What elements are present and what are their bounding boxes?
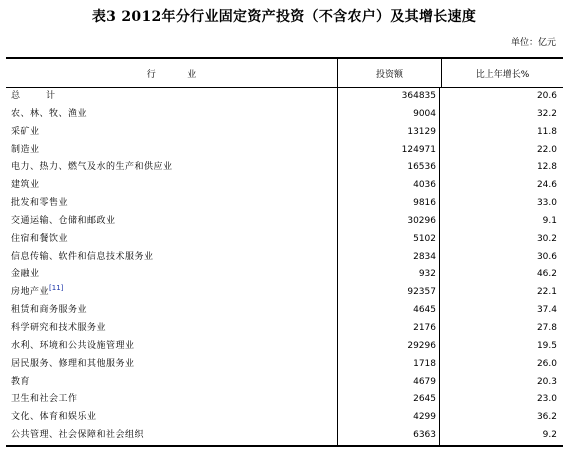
table-row xyxy=(6,284,563,302)
investment-amount: 29296 xyxy=(337,338,440,356)
industry-name xyxy=(6,391,337,409)
investment-table xyxy=(6,57,563,447)
industry-label: 农、林、牧、渔业 xyxy=(11,108,88,119)
growth-rate: 19.5 xyxy=(536,340,557,351)
industry-name xyxy=(6,88,337,106)
investment-amount: 932 xyxy=(337,266,440,284)
investment-amount: 4679 xyxy=(337,374,440,392)
table-row xyxy=(6,88,563,106)
investment-amount: 4299 xyxy=(337,409,440,427)
table-row xyxy=(6,427,563,445)
industry-label: 电力、热力、燃气及水的生产和供应业 xyxy=(11,162,173,173)
table-header xyxy=(6,59,563,88)
table-body xyxy=(6,88,563,445)
header-industry: 行 业 xyxy=(146,69,197,80)
table-row xyxy=(6,409,563,427)
growth-rate: 36.2 xyxy=(536,412,557,423)
investment-amount: 5102 xyxy=(337,231,440,249)
industry-label: 住宿和餐饮业 xyxy=(11,233,69,244)
table-row xyxy=(6,231,563,249)
table-row xyxy=(6,356,563,374)
investment-amount: 2645 xyxy=(337,391,440,409)
industry-label: 房地产业 xyxy=(11,287,50,298)
investment-amount: 92357 xyxy=(337,284,440,302)
investment-amount: 13129 xyxy=(337,124,440,142)
growth-rate: 30.2 xyxy=(536,233,557,244)
growth-rate: 9.1 xyxy=(542,215,557,226)
growth-rate: 9.2 xyxy=(542,430,557,441)
table-row xyxy=(6,374,563,392)
investment-amount: 9816 xyxy=(337,195,440,213)
table-row xyxy=(6,266,563,284)
industry-label: 批发和零售业 xyxy=(11,198,69,209)
investment-amount: 9004 xyxy=(337,106,440,124)
industry-label: 信息传输、软件和信息技术服务业 xyxy=(11,251,154,262)
investment-amount: 4645 xyxy=(337,302,440,320)
investment-amount: 2834 xyxy=(337,249,440,267)
growth-rate: 37.4 xyxy=(536,305,557,316)
growth-rate: 33.0 xyxy=(536,198,557,209)
industry-label: 公共管理、社会保障和社会组织 xyxy=(11,430,145,441)
industry-name xyxy=(6,124,337,142)
growth-rate: 20.3 xyxy=(536,376,557,387)
industry-name xyxy=(6,338,337,356)
industry-name xyxy=(6,142,337,160)
industry-name xyxy=(6,356,337,374)
footnote-reference[interactable]: [11] xyxy=(49,284,64,293)
industry-label: 水利、环境和公共设施管理业 xyxy=(11,340,135,351)
industry-name xyxy=(6,231,337,249)
industry-label: 采矿业 xyxy=(11,126,40,137)
industry-name xyxy=(6,106,337,124)
growth-rate: 12.8 xyxy=(536,162,557,173)
table-row xyxy=(6,177,563,195)
unit-label: 单位：亿元 xyxy=(510,38,556,48)
table-row xyxy=(6,213,563,231)
industry-name xyxy=(6,320,337,338)
industry-label: 居民服务、修理和其他服务业 xyxy=(11,358,135,369)
growth-rate: 27.8 xyxy=(536,322,557,333)
table-row xyxy=(6,159,563,177)
investment-amount: 16536 xyxy=(337,159,440,177)
investment-amount: 4036 xyxy=(337,177,440,195)
header-growth: 比上年增长% xyxy=(475,69,530,80)
header-amount: 投资额 xyxy=(337,59,442,87)
industry-label: 制造业 xyxy=(11,144,40,155)
growth-rate: 30.6 xyxy=(536,251,557,262)
industry-name xyxy=(6,374,337,392)
industry-label: 租赁和商务服务业 xyxy=(11,305,88,316)
growth-rate: 20.6 xyxy=(536,91,557,101)
table-row xyxy=(6,338,563,356)
industry-label: 卫生和社会工作 xyxy=(11,394,78,405)
table-row xyxy=(6,106,563,124)
growth-rate: 22.0 xyxy=(536,144,557,155)
industry-name xyxy=(6,284,337,302)
table-row xyxy=(6,195,563,213)
growth-rate: 32.2 xyxy=(536,108,557,119)
investment-amount: 2176 xyxy=(337,320,440,338)
growth-rate: 22.1 xyxy=(536,287,557,298)
investment-amount: 30296 xyxy=(337,213,440,231)
table-row xyxy=(6,391,563,409)
industry-name xyxy=(6,213,337,231)
industry-name xyxy=(6,159,337,177)
growth-rate: 24.6 xyxy=(536,180,557,191)
industry-label: 金融业 xyxy=(11,269,40,280)
table-row xyxy=(6,249,563,267)
growth-rate: 46.2 xyxy=(536,269,557,280)
industry-name xyxy=(6,302,337,320)
investment-amount: 6363 xyxy=(337,427,440,445)
investment-amount: 364835 xyxy=(337,88,440,106)
investment-amount: 1718 xyxy=(337,356,440,374)
industry-name xyxy=(6,409,337,427)
table-row xyxy=(6,124,563,142)
industry-label: 教育 xyxy=(11,376,31,387)
growth-rate: 11.8 xyxy=(536,126,557,137)
industry-name xyxy=(6,266,337,284)
table-title: 表3 2012年分行业固定资产投资（不含农户）及其增长速度 xyxy=(91,9,477,25)
industry-name xyxy=(6,195,337,213)
growth-rate: 23.0 xyxy=(536,394,557,405)
industry-name xyxy=(6,427,337,445)
industry-name xyxy=(6,249,337,267)
industry-label: 文化、体育和娱乐业 xyxy=(11,412,97,423)
table-row xyxy=(6,302,563,320)
table-row xyxy=(6,320,563,338)
industry-label: 建筑业 xyxy=(11,180,40,191)
industry-label: 科学研究和技术服务业 xyxy=(11,322,107,333)
industry-label: 交通运输、仓储和邮政业 xyxy=(11,215,116,226)
industry-name xyxy=(6,177,337,195)
growth-rate: 26.0 xyxy=(536,358,557,369)
industry-label: 总计 xyxy=(11,91,82,101)
investment-amount: 124971 xyxy=(337,142,440,160)
table-row xyxy=(6,142,563,160)
